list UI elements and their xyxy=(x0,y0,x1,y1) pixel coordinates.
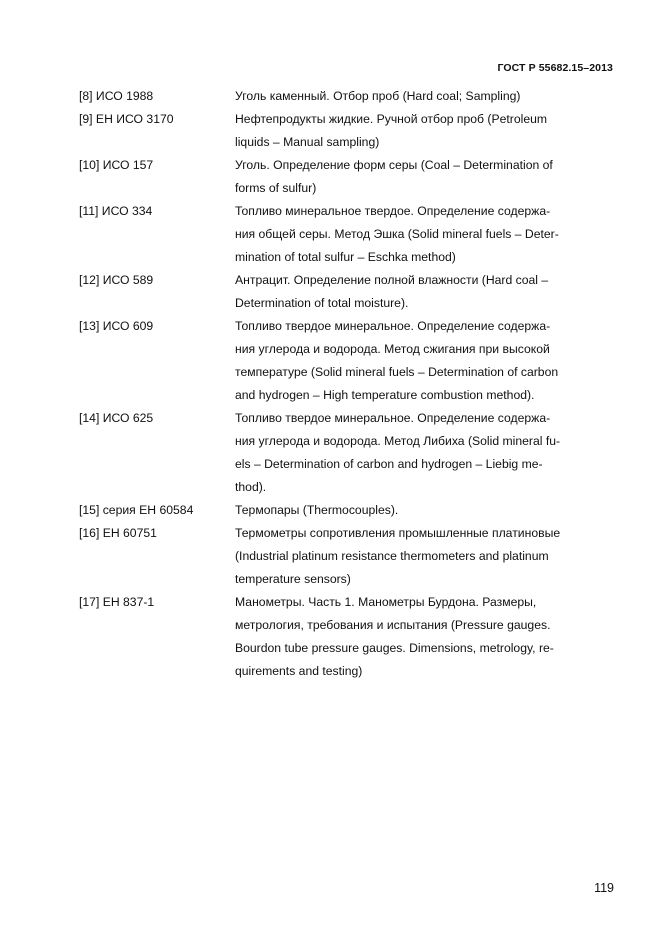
reference-title-line: Determination of total moisture). xyxy=(235,296,409,310)
reference-entry xyxy=(79,85,609,108)
reference-title-line: ния углерода и водорода. Метод Либиха (Solid mineral fu- xyxy=(235,434,561,448)
reference-entry xyxy=(79,108,609,154)
reference-title xyxy=(235,269,609,315)
reference-title-line: els – Determination of carbon and hydrogen – Liebig me- xyxy=(235,457,543,471)
reference-title xyxy=(235,591,609,683)
reference-title-line: forms of sulfur) xyxy=(235,181,317,195)
reference-title-line: Уголь каменный. Отбор проб (Hard coal; Sampling) xyxy=(235,89,521,103)
reference-title-line: quirements and testing) xyxy=(235,664,363,678)
reference-title-line: Антрацит. Определение полной влажности (Hard coal – xyxy=(235,273,549,287)
reference-title-line: mination of total sulfur – Eschka method) xyxy=(235,250,456,264)
reference-code: [16] ЕН 60751 xyxy=(79,526,157,540)
reference-code: [17] ЕН 837-1 xyxy=(79,595,155,609)
reference-title-line: (Industrial platinum resistance thermometers and platinum xyxy=(235,549,549,563)
reference-title-line: ния углерода и водорода. Метод сжигания при высокой xyxy=(235,342,550,356)
reference-title xyxy=(235,407,609,499)
reference-title xyxy=(235,499,609,522)
reference-code: [14] ИСО 625 xyxy=(79,411,154,425)
reference-title xyxy=(235,315,609,407)
reference-title-line: Bourdon tube pressure gauges. Dimensions, metrology, re- xyxy=(235,641,554,655)
reference-entry xyxy=(79,154,609,200)
reference-title-line: температуре (Solid mineral fuels – Determination of carbon xyxy=(235,365,559,379)
reference-title-line: Топливо минеральное твердое. Определение содержа- xyxy=(235,204,551,218)
reference-entry xyxy=(79,269,609,315)
reference-title xyxy=(235,200,609,269)
reference-title-line: Термометры сопротивления промышленные платиновые xyxy=(235,526,561,540)
reference-code: [15] серия ЕН 60584 xyxy=(79,503,194,517)
reference-code: [12] ИСО 589 xyxy=(79,273,154,287)
reference-title xyxy=(235,85,609,108)
bibliography-list xyxy=(79,85,609,683)
reference-title-line: Уголь. Определение форм серы (Coal – Determination of xyxy=(235,158,553,172)
reference-title-line: liquids – Manual sampling) xyxy=(235,135,380,149)
reference-code: [9] ЕН ИСО 3170 xyxy=(79,112,174,126)
reference-title-line: Термопары (Thermocouples). xyxy=(235,503,399,517)
reference-code: [10] ИСО 157 xyxy=(79,158,154,172)
reference-title-line: thod). xyxy=(235,480,267,494)
reference-title-line: temperature sensors) xyxy=(235,572,351,586)
reference-title-line: метрология, требования и испытания (Pressure gauges. xyxy=(235,618,551,632)
reference-code: [13] ИСО 609 xyxy=(79,319,154,333)
reference-title xyxy=(235,108,609,154)
reference-entry xyxy=(79,499,609,522)
reference-title xyxy=(235,522,609,591)
document-header: ГОСТ Р 55682.15–2013 xyxy=(497,62,613,74)
reference-title-line: Нефтепродукты жидкие. Ручной отбор проб (Petroleum xyxy=(235,112,548,126)
reference-entry xyxy=(79,200,609,269)
reference-entry xyxy=(79,591,609,683)
reference-title-line: ния общей серы. Метод Эшка (Solid mineral fuels – Deter- xyxy=(235,227,559,241)
page-number: 119 xyxy=(594,881,614,895)
reference-entry xyxy=(79,522,609,591)
reference-code: [11] ИСО 334 xyxy=(79,204,153,218)
reference-title-line: and hydrogen – High temperature combustion method). xyxy=(235,388,535,402)
reference-code: [8] ИСО 1988 xyxy=(79,89,154,103)
reference-title-line: Манометры. Часть 1. Манометры Бурдона. Размеры, xyxy=(235,595,537,609)
reference-title-line: Топливо твердое минеральное. Определение содержа- xyxy=(235,319,551,333)
reference-entry xyxy=(79,315,609,407)
reference-entry xyxy=(79,407,609,499)
reference-title-line: Топливо твердое минеральное. Определение содержа- xyxy=(235,411,551,425)
reference-title xyxy=(235,154,609,200)
